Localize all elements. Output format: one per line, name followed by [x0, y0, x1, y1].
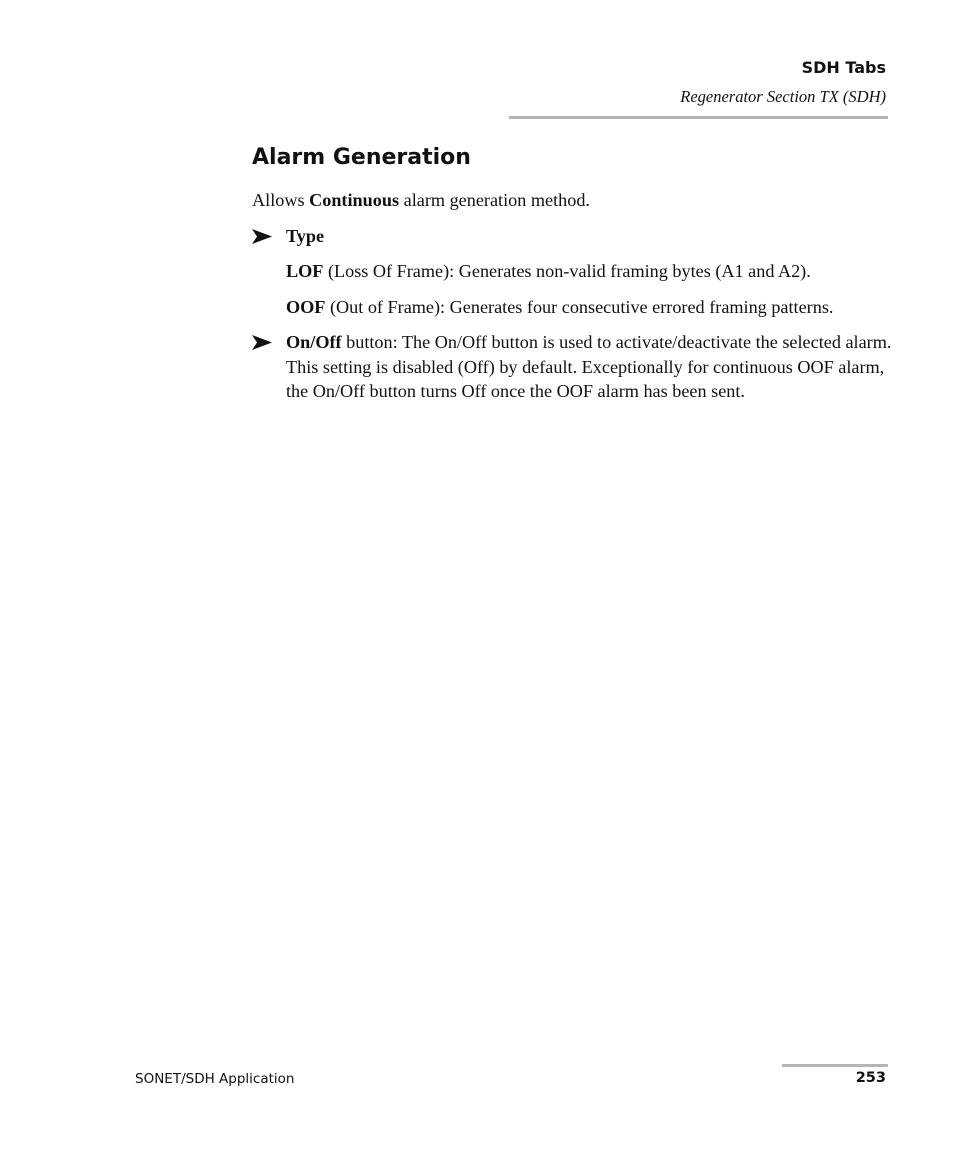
lof-term: LOF — [286, 261, 324, 281]
lof-description — [252, 259, 892, 284]
oof-text: (Out of Frame): Generates four consecutive errored framing patterns. — [325, 296, 834, 317]
oof-description — [252, 295, 892, 320]
bullet-onoff — [252, 330, 892, 404]
header-rule — [509, 116, 888, 119]
intro-bold: Continuous — [309, 190, 400, 210]
running-header-subtitle: Regenerator Section TX (SDH) — [680, 87, 886, 106]
footer-rule — [782, 1064, 888, 1067]
bullet-onoff-text: button: The On/Off button is used to activate/deactivate the selected alarm. This setting is disabled (Off) by default. Exceptionally for continuous OOF alarm, the On/Off button turns Off once the OOF alarm has been sent. — [286, 332, 892, 401]
bullet-type — [252, 224, 892, 249]
oof-term: OOF — [286, 296, 326, 317]
bullet-type-label: Type — [286, 225, 325, 246]
intro-paragraph — [252, 188, 892, 213]
section-heading: Alarm Generation — [252, 145, 471, 170]
intro-before: Allows — [252, 190, 310, 210]
section-body — [252, 188, 892, 404]
arrowhead-bullet-icon — [252, 229, 272, 244]
lof-text: (Loss Of Frame): Generates non-valid framing bytes (A1 and A2). — [323, 261, 811, 281]
bullet-onoff-label: On/Off — [286, 332, 342, 352]
intro-after: alarm generation method. — [399, 190, 590, 210]
arrowhead-bullet-icon — [252, 335, 272, 350]
running-header-title: SDH Tabs — [801, 58, 886, 77]
footer-document-title: SONET/SDH Application — [135, 1071, 295, 1087]
page-number: 253 — [855, 1070, 886, 1086]
